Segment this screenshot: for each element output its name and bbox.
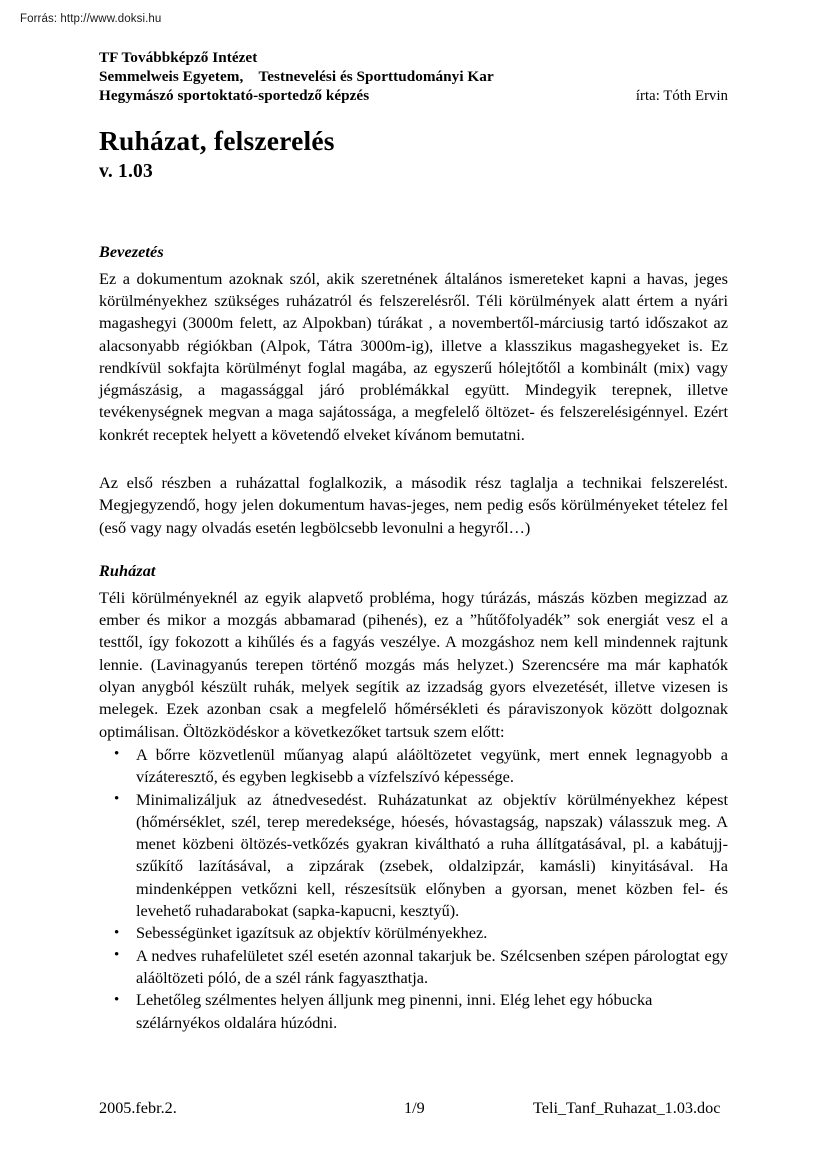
footer-date: 2005.febr.2. xyxy=(99,1099,177,1117)
document-version: v. 1.03 xyxy=(99,160,153,182)
section-heading-ruhazat: Ruházat xyxy=(99,561,156,580)
paragraph-bevezetes-2: Az első részben a ruházattal foglalkozik, a második rész taglalja a technikai felszerelést. Megjegyzendő, hogy jelen dokumentum havas-jeges, nem pedig esős körülményeket tételez fel (eső vagy nagy olvadás esetén legbölcsebb levonulni a hegyről…) xyxy=(99,472,728,537)
masthead-line-program: Hegymászó sportoktató-sportedző képzés xyxy=(99,87,370,105)
section-heading-bevezetes: Bevezetés xyxy=(99,242,164,261)
author-credit: írta: Tóth Ervin xyxy=(635,88,728,105)
masthead xyxy=(99,48,728,107)
masthead-line-program-row xyxy=(99,86,728,106)
document-content xyxy=(99,48,728,1034)
clothing-guidelines-list xyxy=(99,744,728,1034)
list-item: • Lehetőleg szélmentes helyen álljunk meg pinenni, inni. Elég lehet egy hóbucka szélárnyékos oldalára húzódni. xyxy=(99,989,728,1034)
page-footer xyxy=(99,1098,728,1120)
page-title: Ruházat, felszerelés xyxy=(99,124,335,156)
list-item: • A bőrre közvetlenül műanyag alapú aláöltözetet vegyünk, mert ennek legnagyobb a vízáteresztő, és egyben legkisebb a vízfelszívó képessége. xyxy=(99,744,728,789)
list-item: • A nedves ruhafelületet szél esetén azonnal takarjuk be. Szélcsenben szépen párologtat egy aláöltözeti póló, de a szél ránk fagyaszthatja. xyxy=(99,945,728,990)
footer-filename: Teli_Tanf_Ruhazat_1.03.doc xyxy=(533,1099,721,1117)
paragraph-bevezetes-1: Ez a dokumentum azoknak szól, akik szeretnének általános ismereteket kapni a havas, jeges körülményekhez szükséges ruházatról és felszerelésről. Téli körülmények alatt értem a nyári magashegyi (3000m felett, az Alpokban) túrákat , a novembertől-márciusig tartó időszakot az alacsonyabb régiókban (Alpok, Tátra 3000m-ig), illetve a klasszikus magashegyeket is. Ez rendkívül sokfajta körülményt foglal magába, az egyszerű hólejtőtől a kombinált (mix) vagy jégmászásig, a magassággal járó problémákkal együtt. Mindegyik terepnek, illetve tevékenységnek megvan a maga sajátossága, a megfelelő öltözet- és felszerelésigénnyel. Ezért konkrét receptek helyett a követendő elveket kívánom bemutatni. xyxy=(99,268,728,444)
masthead-line-institute: TF Továbbképző Intézet xyxy=(99,49,258,66)
paragraph-ruhazat-1: Téli körülményeknél az egyik alapvető probléma, hogy túrázás, mászás közben megizzad az ember és mikor a mozgás abbamarad (pihenés), ez a ”hűtőfolyadék” sok energiát vesz el a testtől, így fokozott a kihűlés és a fagyás veszélye. A mozgáshoz nem kell mindennek rajtunk lennie. (Lavinagyanús terepen történő mozgás más helyzet.) Szerencsére ma már kaphatók olyan anygból készült ruhák, melyek segítik az izzadság gyors elvezetését, illetve vizesen is melegek. Ezek azonban csak a megfelelő hőmérsékleti és páraviszonyok között dolgoznak optimálisan. Öltözködéskor a következőket tartsuk szem előtt: xyxy=(99,587,728,741)
list-item: • Minimalizáljuk az átnedvesedést. Ruházatunkat az objektív körülményekhez képest (hőmérséklet, szél, terep meredeksége, hóesés, hóvastagság, napszak) válasszuk meg. A menet közbeni öltözés-vetkőzés gyakran kiváltható a ruha állítgatásával, pl. a kabátujj-szűkítő lazításával, a zipzárak (zsebek, oldalzipzár, kamásli) kinyitásával. Ha mindenképpen vetkőzni kell, részesítsük előnyben a gyorsan, menet közben fel- és levehető ruhadarabokat (sapka-kapucni, kesztyű). xyxy=(99,789,728,923)
list-item: • Sebességünket igazítsuk az objektív körülményekhez. xyxy=(99,922,728,944)
masthead-line-university: Semmelweis Egyetem, Testnevelési és Sporttudományi Kar xyxy=(99,68,494,86)
footer-page-number: 1/9 xyxy=(404,1099,425,1117)
source-banner: Forrás: http://www.doksi.hu xyxy=(20,13,162,25)
